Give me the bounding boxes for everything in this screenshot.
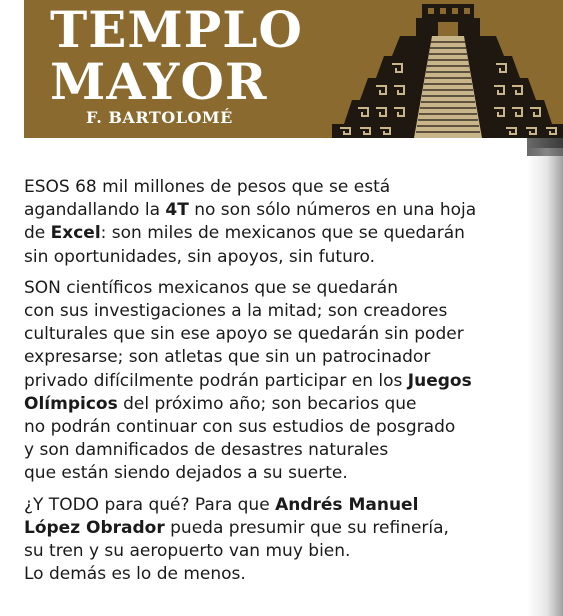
text-line — [24, 370, 524, 393]
text-run: de — [24, 223, 51, 244]
column-title — [50, 0, 303, 111]
text-run: pueda presumir que su refinería, — [164, 517, 449, 538]
text-line — [24, 199, 524, 222]
text-run: no son sólo números en una hoja — [188, 200, 477, 221]
text-line: ESOS 68 mil millones de pesos que se está — [24, 177, 391, 197]
bold-term-4t: 4T — [165, 200, 189, 221]
paragraph-3 — [24, 494, 524, 587]
author-name: F. BARTOLOMÉ — [86, 108, 233, 127]
text-run: : son miles de mexicanos que se quedarán — [100, 223, 465, 244]
text-run: ¿Y TODO para qué? Para que — [24, 494, 276, 515]
aztec-pyramid-icon — [332, 0, 563, 138]
text-run: privado difícilmente podrán participar en los — [24, 370, 408, 391]
bold-term-excel: Excel — [50, 223, 101, 244]
text-line: culturales que sin ese apoyo se quedarán sin poder — [24, 324, 464, 345]
column-body — [24, 176, 524, 594]
column-title-line1: TEMPLO — [50, 0, 303, 59]
text-run: agandallando la — [24, 200, 166, 221]
column-title-line2: MAYOR — [50, 52, 268, 111]
text-run: del próximo año; son becarios que — [117, 393, 417, 414]
bold-term-juegos: Juegos — [407, 370, 472, 391]
text-line: que están siendo dejados a su suerte. — [24, 463, 348, 484]
text-line: y son damnificados de desastres naturales — [24, 440, 389, 461]
column-header — [24, 0, 563, 138]
text-line — [24, 494, 524, 517]
paragraph-2 — [24, 277, 524, 486]
text-line: con sus investigaciones a la mitad; son creadores — [24, 301, 448, 322]
text-line: SON científicos mexicanos que se quedarán — [24, 277, 398, 298]
text-line — [24, 393, 524, 416]
text-line: Lo demás es lo de menos. — [24, 564, 246, 585]
text-line: su tren y su aeropuerto van muy bien. — [24, 541, 351, 562]
bold-term-olimpicos: Olímpicos — [24, 393, 118, 414]
text-line — [24, 222, 524, 245]
bold-name-lopez-obrador: López Obrador — [24, 517, 165, 538]
bold-name-andres-manuel: Andrés Manuel — [275, 494, 419, 515]
paragraph-1 — [24, 176, 524, 269]
text-line: no podrán continuar con sus estudios de posgrado — [24, 417, 456, 438]
text-line: sin oportunidades, sin apoyos, sin futuro. — [24, 246, 375, 267]
text-line: expresarse; son atletas que sin un patrocinador — [24, 347, 431, 368]
text-line — [24, 517, 524, 540]
page-edge-shadow — [527, 148, 563, 616]
